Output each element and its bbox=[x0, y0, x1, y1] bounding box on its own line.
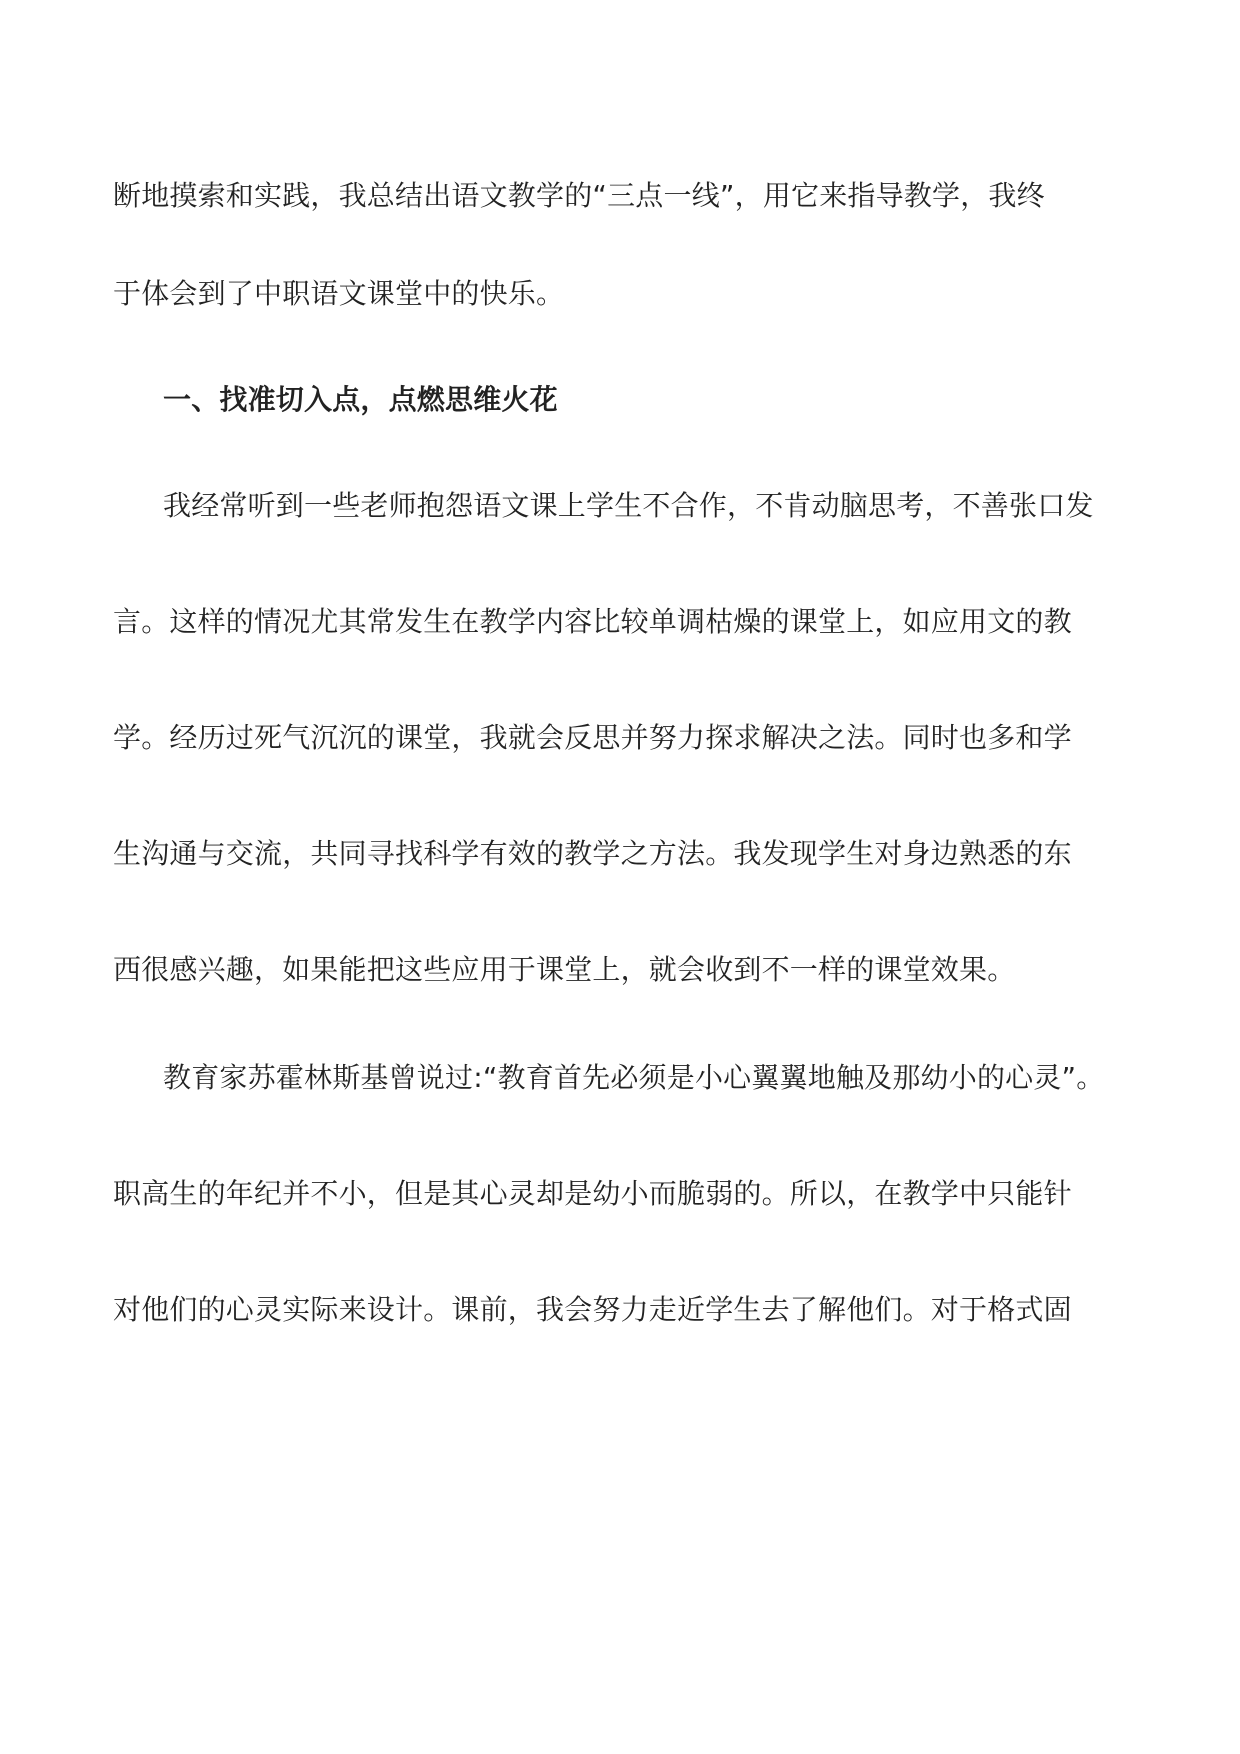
text-line: 断地摸索和实践，我总结出语文教学的“三点一线”，用它来指导教学，我终 bbox=[113, 179, 1045, 212]
text-line: 对他们的心灵实际来设计。课前，我会努力走近学生去了解他们。对于格式固 bbox=[113, 1293, 1072, 1326]
text-line: 言。这样的情况尤其常发生在教学内容比较单调枯燥的课堂上，如应用文的教 bbox=[113, 605, 1072, 638]
text-line: 职高生的年纪并不小，但是其心灵却是幼小而脆弱的。所以，在教学中只能针 bbox=[113, 1177, 1072, 1210]
text-line: 生沟通与交流，共同寻找科学有效的教学之方法。我发现学生对身边熟悉的东 bbox=[113, 837, 1072, 870]
text-line: 于体会到了中职语文课堂中的快乐。 bbox=[113, 277, 565, 310]
text-line: 学。经历过死气沉沉的课堂，我就会反思并努力探求解决之法。同时也多和学 bbox=[113, 721, 1072, 754]
section-heading: 一、找准切入点，点燃思维火花 bbox=[163, 383, 558, 416]
text-line: 西很感兴趣，如果能把这些应用于课堂上，就会收到不一样的课堂效果。 bbox=[113, 953, 1016, 986]
text-line: 教育家苏霍林斯基曾说过:“教育首先必须是小心翼翼地触及那幼小的心灵”。 bbox=[163, 1061, 1105, 1094]
text-line: 我经常听到一些老师抱怨语文课上学生不合作，不肯动脑思考，不善张口发 bbox=[163, 489, 1094, 522]
